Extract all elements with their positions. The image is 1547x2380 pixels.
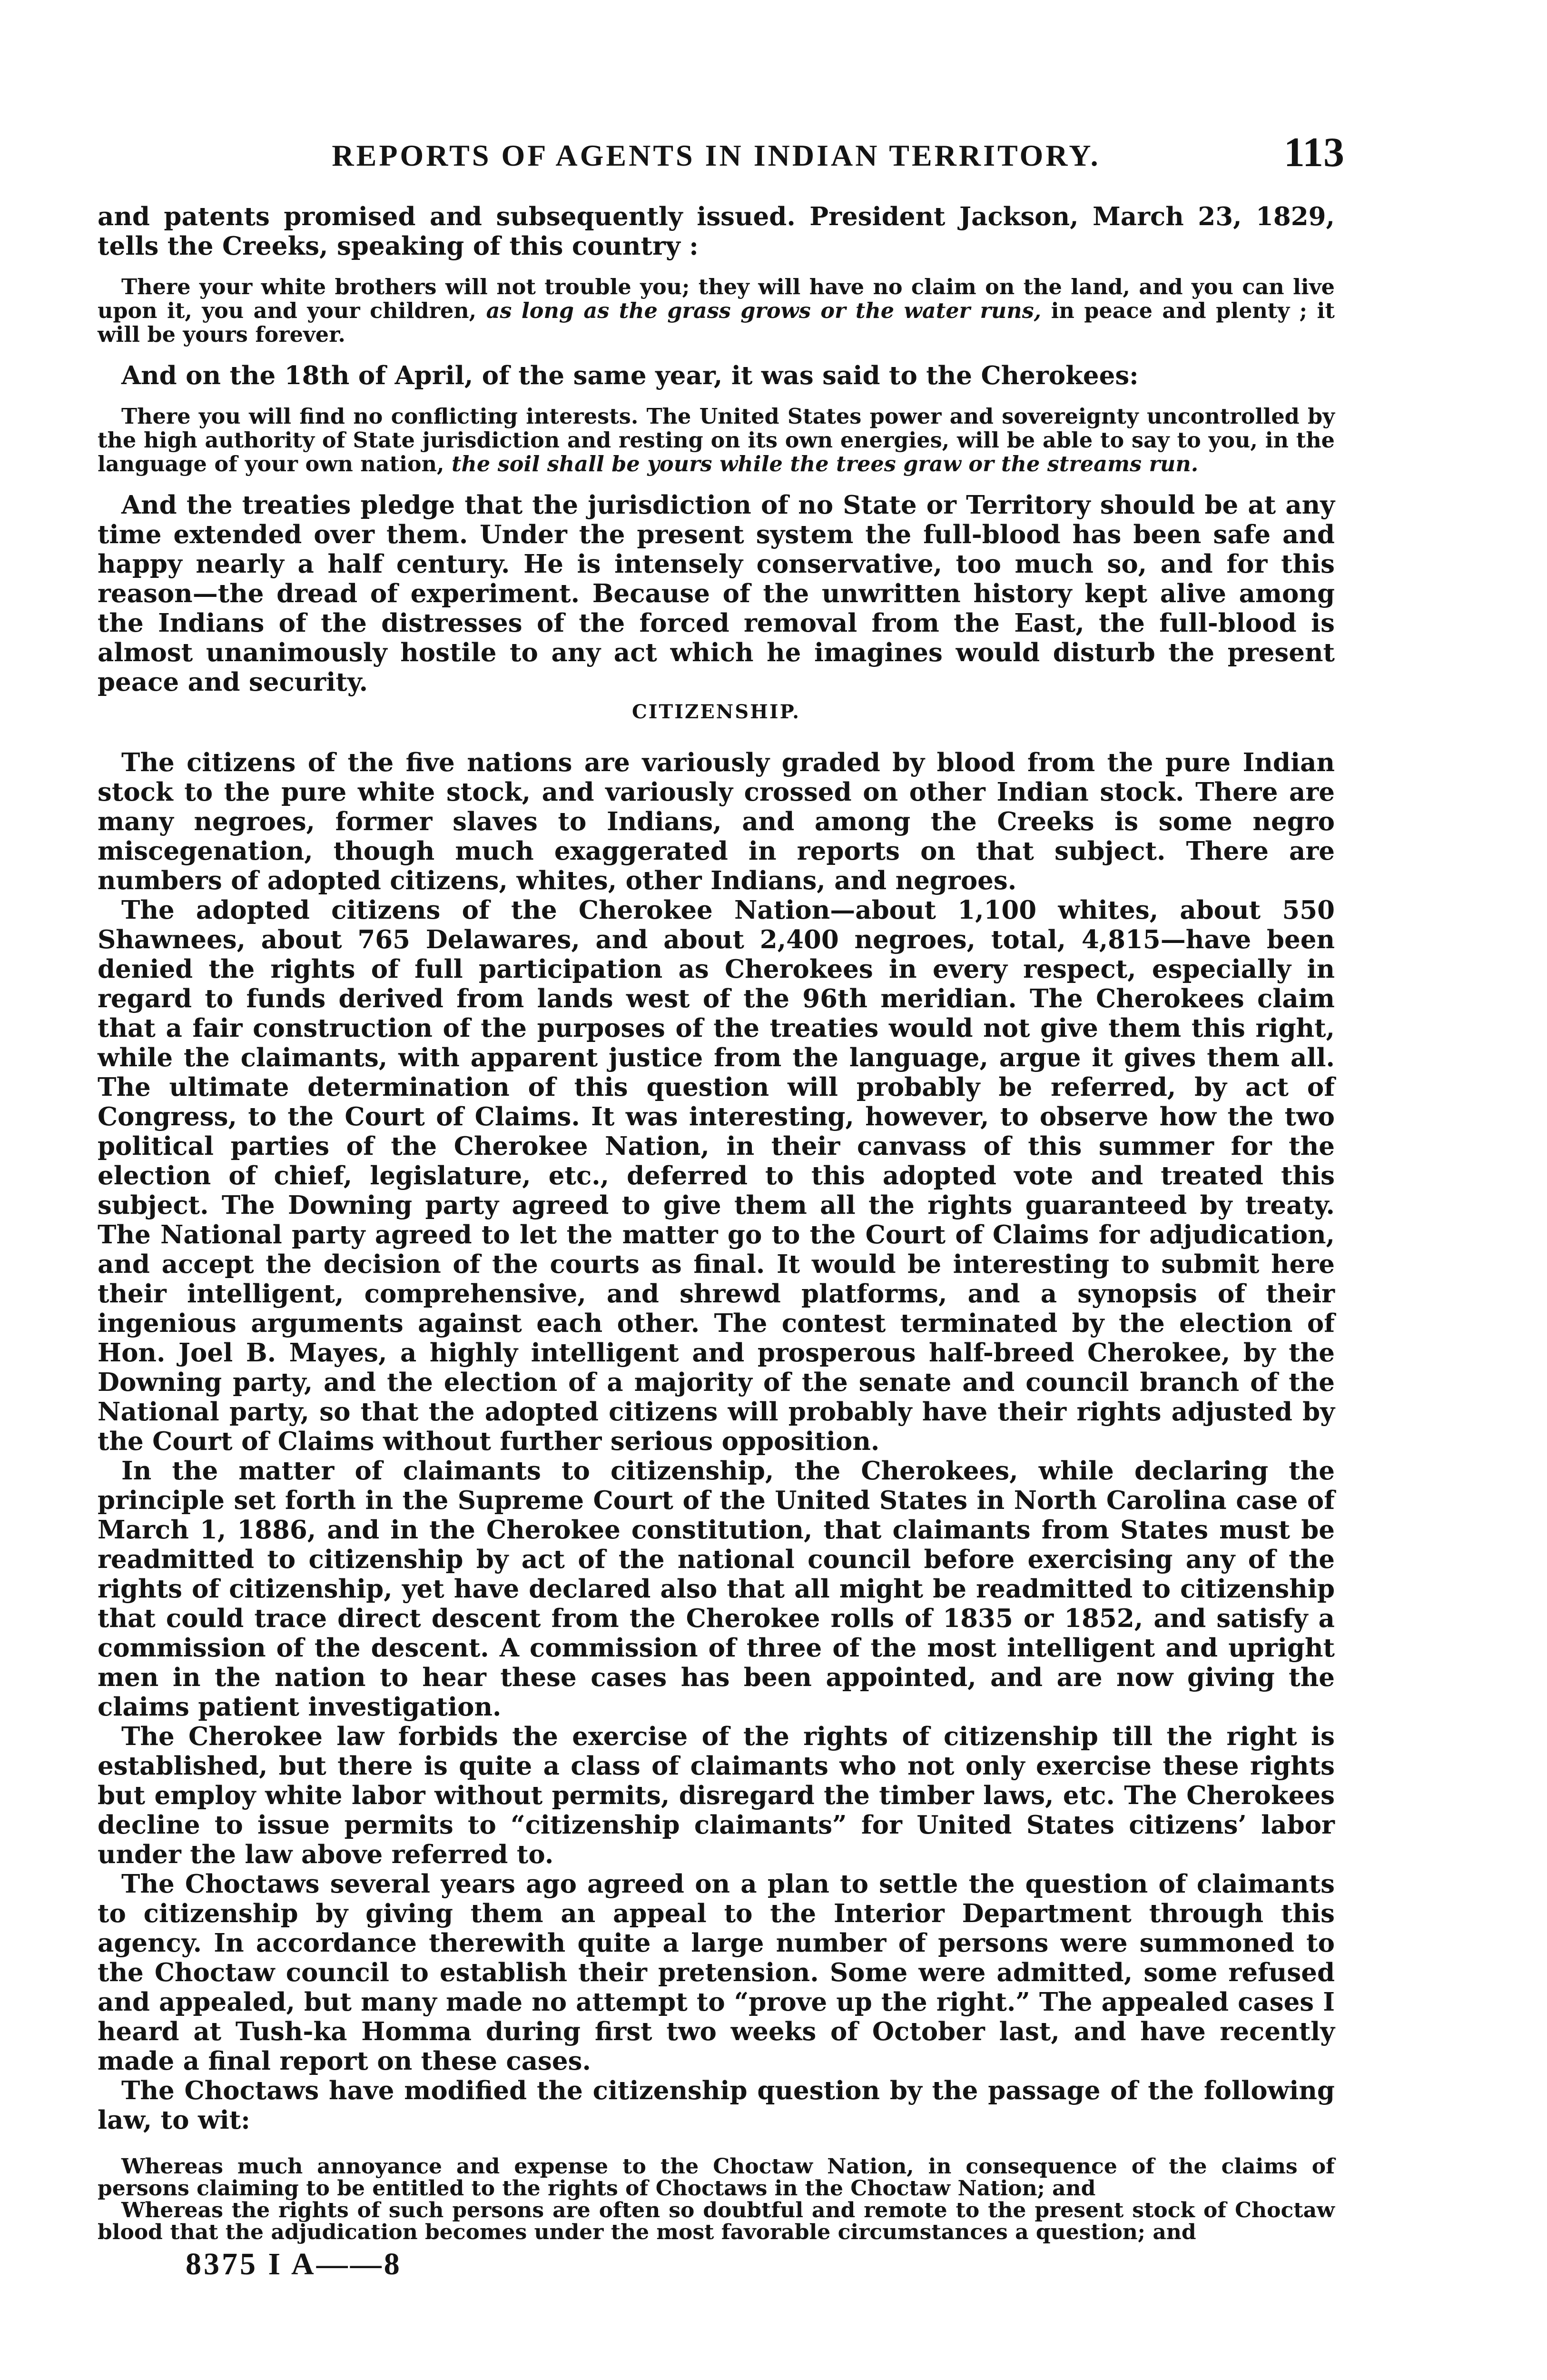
paragraph-4: The citizens of the five nations are variously graded by blood from the pure Indian stock to the pure white stock, and variously crossed on other Indian stock. There are many negroes, former slaves to Indians, and among the Creeks is some negro miscegenation, though much exaggerated in reports on that subject. There are numbers of adopted citizens, whites, other Indians, and negroes. — [98, 748, 1335, 895]
law-clause-2: Whereas the rights of such persons are often so doubtful and remote to the present stock of Choctaw blood that the adjudication becomes under the most favorable circumstances a question; and — [98, 2198, 1335, 2244]
quote-jackson-tail: in peace and plenty ; it will be yours forever. — [98, 298, 1335, 347]
printer-signature-mark: 8375 I A——8 — [186, 2247, 402, 2281]
paragraph-8: The Choctaws several years ago agreed on a plan to settle the question of claimants to citizenship by giving them an appeal to the Interior Department through this agency. In accordance therewith quite a large number of persons were summoned to the Choctaw council to establish their pretension. Some were admitted, some refused and appealed, but many made no attempt to “prove up the right.” The appealed cases I heard at Tush-ka Homma during first two weeks of October last, and have recently made a final report on these cases. — [98, 1869, 1335, 2076]
paragraph-3: And the treaties pledge that the jurisdiction of no State or Territory should be at any time extended over them. Under the present system the full-blood has been safe and happy nearly a half century. He is intensely conservative, too much so, and for this reason—the dread of experiment. Because of the unwritten history kept alive among the Indians of the distresses of the forced removal from the East, the full-blood is almost unanimously hostile to any act which he imagines would disturb the present peace and security. — [98, 490, 1335, 697]
section-heading-citizenship: CITIZENSHIP. — [631, 701, 801, 723]
paragraph-1: and patents promised and subsequently issued. President Jackson, March 23, 1829, tells the Creeks, speaking of this country : — [98, 202, 1335, 261]
paragraph-9: The Choctaws have modified the citizenship question by the passage of the following law, to wit: — [98, 2076, 1335, 2135]
quote-jackson — [98, 275, 1335, 347]
choctaw-law-excerpt — [98, 2156, 1335, 2243]
quote-cherokees-lead: There you will find no conflicting interests. The United States power and sovereignty uncontrolled by the high authority of State jurisdiction and resting on its own energies, will be able to say to you, in the language of your own nation, — [98, 404, 1335, 476]
law-clause-1: Whereas much annoyance and expense to the Choctaw Nation, in consequence of the claims of persons claiming to be entitled to the rights of Choctaws in the Choctaw Nation; and — [98, 2154, 1335, 2201]
paragraph-7: The Cherokee law forbids the exercise of the rights of citizenship till the right is established, but there is quite a class of claimants who not only exercise these rights but employ white labor without permits, disregard the timber laws, etc. The Cherokees decline to issue permits to “citizenship claimants” for United States citizens’ labor under the law above referred to. — [98, 1722, 1335, 1869]
paragraph-6: In the matter of claimants to citizenship, the Cherokees, while declaring the principle set forth in the Supreme Court of the United States in North Carolina case of March 1, 1886, and in the Cherokee constitution, that claimants from States must be readmitted to citizenship by act of the national council before exercising any of the rights of citizenship, yet have declared also that all might be readmitted to citizenship that could trace direct descent from the Cherokee rolls of 1835 or 1852, and satisfy a commission of the descent. A commission of three of the most intelligent and upright men in the nation to hear these cases has been appointed, and are now giving the claims patient investigation. — [98, 1456, 1335, 1722]
paragraph-5: The adopted citizens of the Cherokee Nation—about 1,100 whites, about 550 Shawnees, about 765 Delawares, and about 2,400 negroes, total, 4,815—have been denied the rights of full participation as Cherokees in every respect, especially in regard to funds derived from lands west of the 96th meridian. The Cherokees claim that a fair construction of the purposes of the treaties would not give them this right, while the claimants, with apparent justice from the language, argue it gives them all. The ultimate determination of this question will probably be referred, by act of Congress, to the Court of Claims. It was interesting, however, to observe how the two political parties of the Cherokee Nation, in their canvass of this summer for the election of chief, legislature, etc., deferred to this adopted vote and treated this subject. The Downing party agreed to give them all the rights guaranteed by treaty. The National party agreed to let the matter go to the Court of Claims for adjudication, and accept the decision of the courts as final. It would be interesting to submit here their intelligent, comprehensive, and shrewd platforms, and a synopsis of their ingenious arguments against each other. The contest terminated by the election of Hon. Joel B. Mayes, a highly intelligent and prosperous half-breed Cherokee, by the Downing party, and the election of a majority of the senate and council branch of the National party, so that the adopted citizens will probably have their rights adjusted by the Court of Claims without further serious opposition. — [98, 895, 1335, 1456]
quote-cherokees-italic: the soil shall be yours while the trees graw or the streams run. — [451, 452, 1199, 476]
quote-jackson-italic: as long as the grass grows or the water runs, — [486, 298, 1042, 323]
quote-jackson-lead: There your white brothers will not trouble you; they will have no claim on the land, and you can live upon it, you and your children, — [98, 275, 1335, 323]
paragraph-2: And on the 18th of April, of the same year, it was said to the Cherokees: — [121, 361, 1139, 390]
document-page — [98, 129, 1344, 2282]
quote-cherokees — [98, 405, 1335, 476]
page-number: 113 — [1283, 129, 1344, 176]
running-title: REPORTS OF AGENTS IN INDIAN TERRITORY. — [332, 139, 1101, 172]
page-header — [98, 129, 1344, 186]
